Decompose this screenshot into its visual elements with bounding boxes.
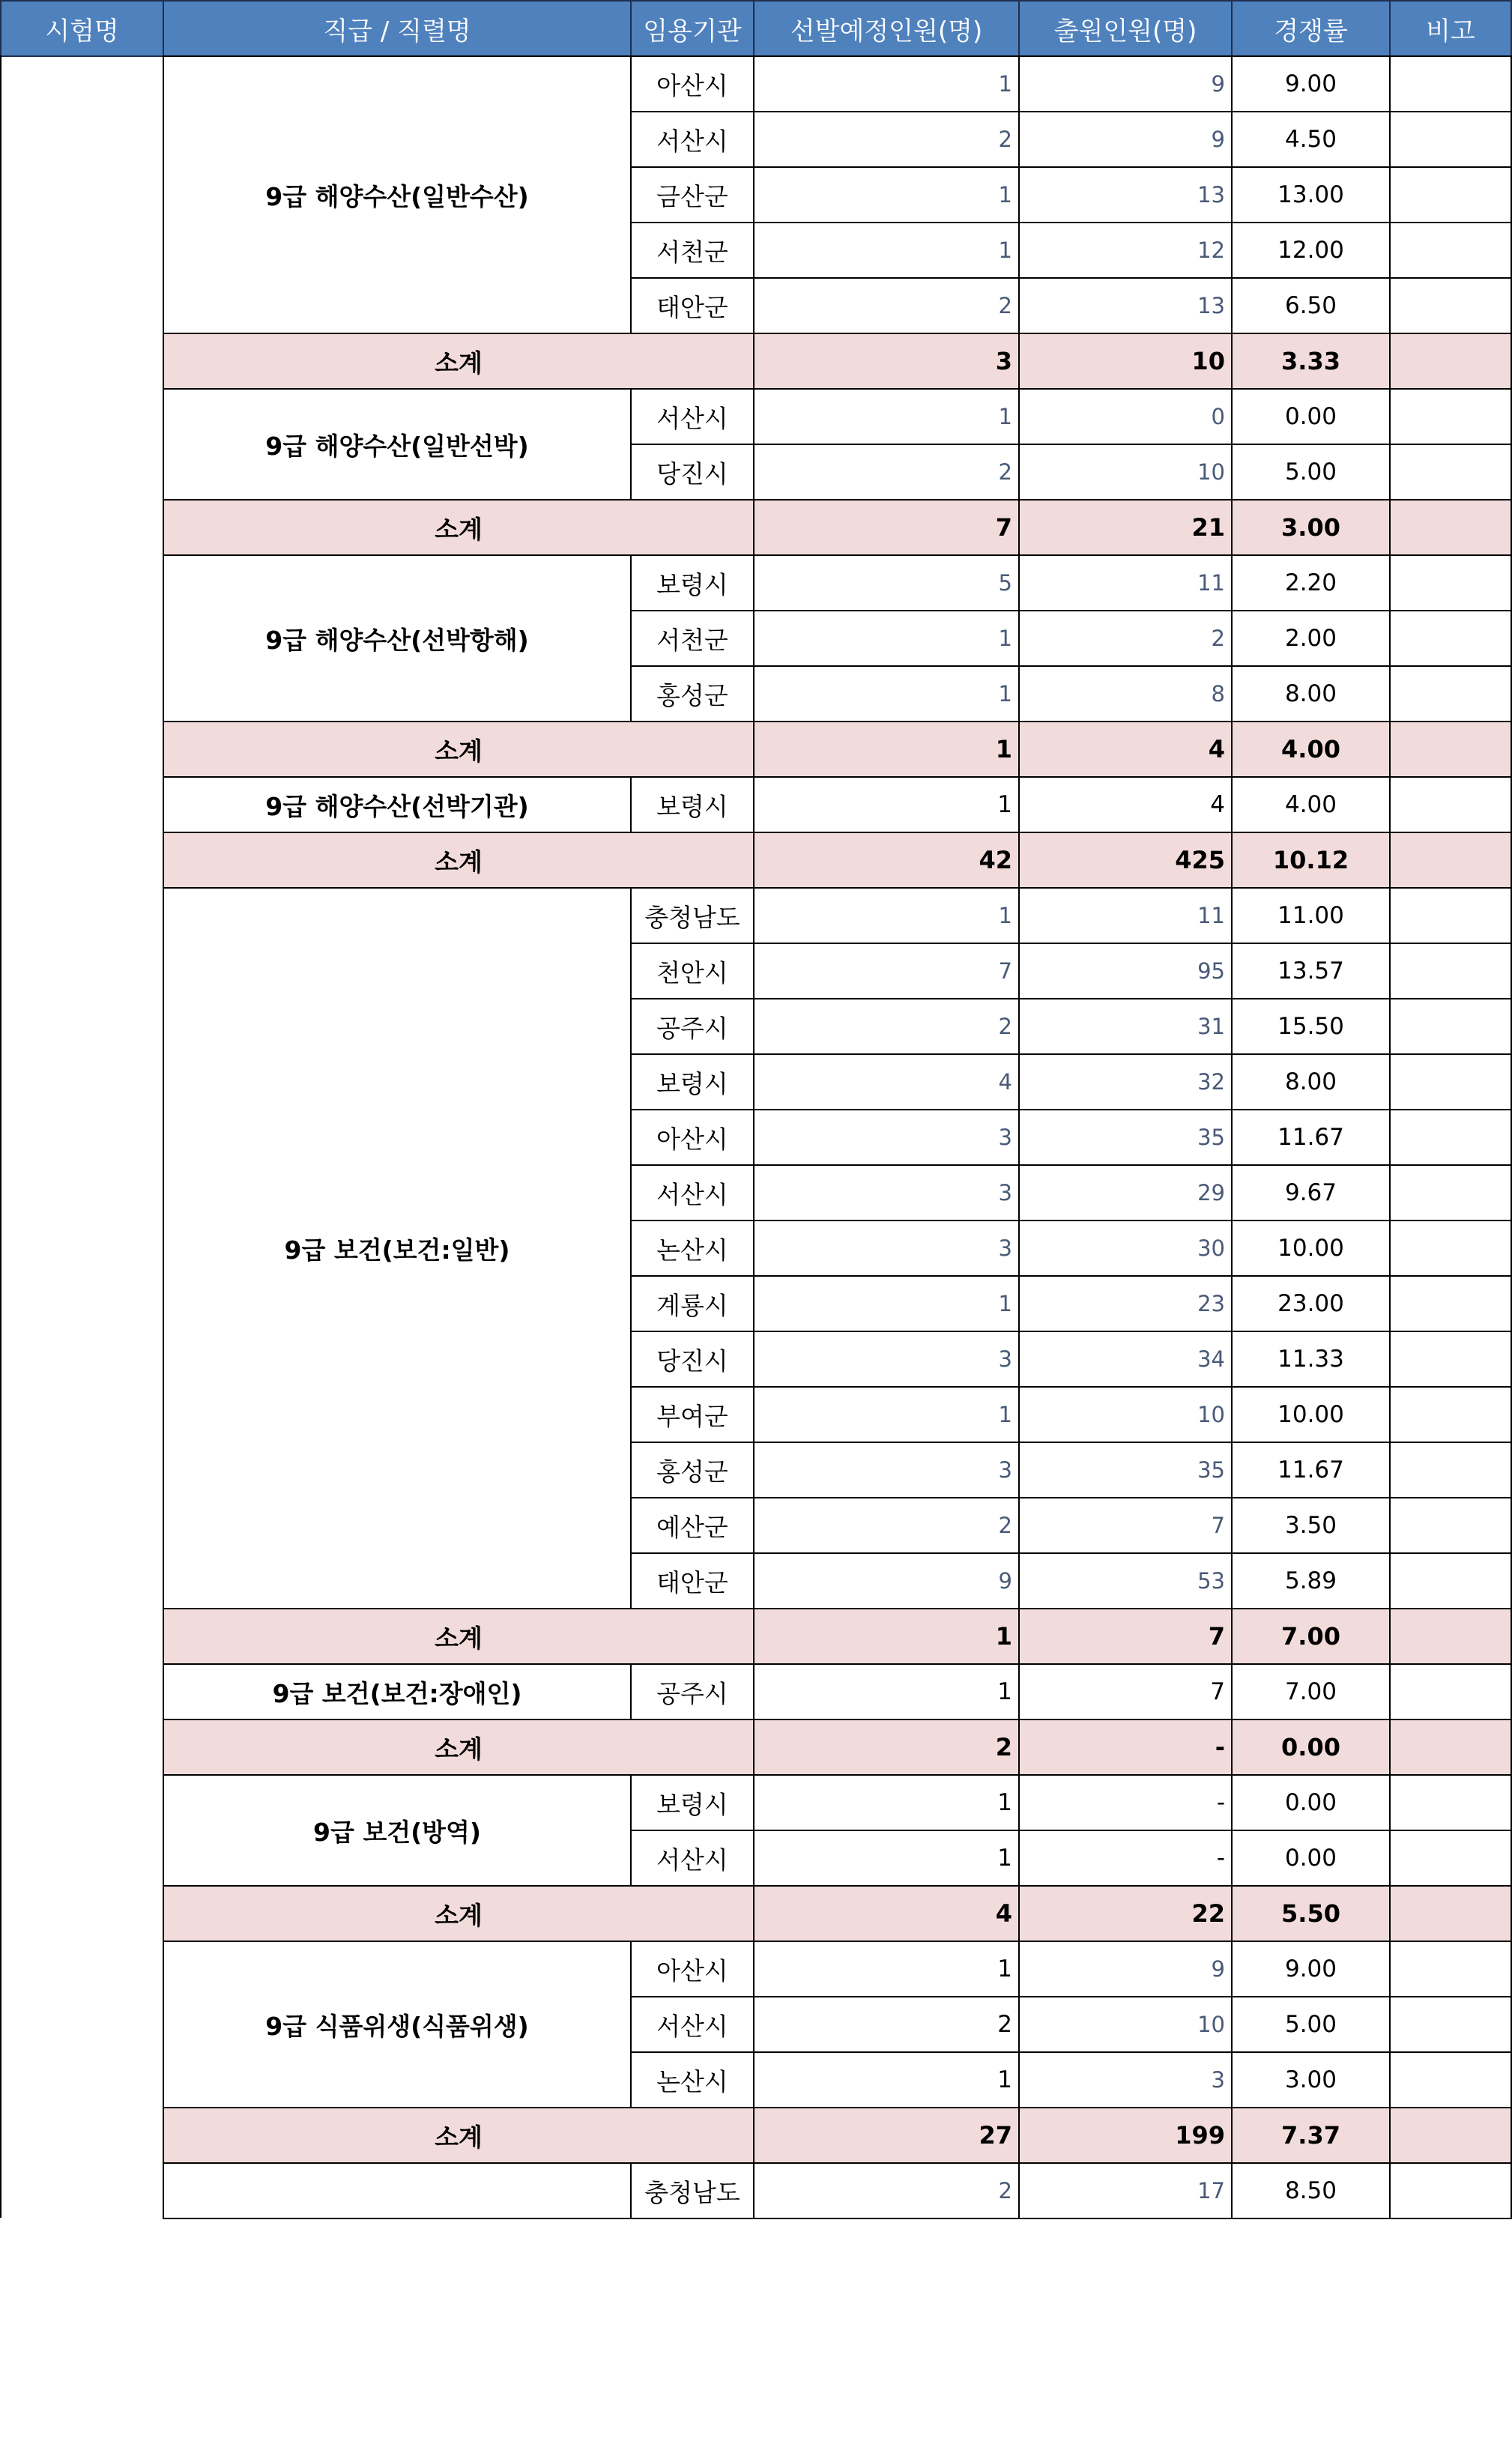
subtotal-planned: 2 [753,1719,1020,1776]
subtotal-label: 소계 [163,1608,755,1665]
applied-cell: 53 [1018,1552,1233,1609]
position-name: 9급 해양수산(일반선박) [163,388,632,500]
position-name: 9급 해양수산(일반수산) [163,55,632,334]
subtotal-note [1389,333,1512,390]
applied-cell: 32 [1018,1053,1233,1110]
org-cell: 아산시 [630,1941,755,1997]
subtotal-label: 소계 [163,1885,755,1942]
org-cell: 충청남도 [630,887,755,944]
planned-cell: 3 [753,1220,1020,1277]
subtotal-rate: 3.00 [1231,499,1391,556]
subtotal-label: 소계 [163,499,755,556]
org-cell: 홍성군 [630,665,755,722]
org-cell: 아산시 [630,1109,755,1166]
rate-cell: 11.67 [1231,1442,1391,1498]
applied-cell: 35 [1018,1109,1233,1166]
header-org: 임용기관 [630,0,755,57]
rate-cell: 5.00 [1231,444,1391,500]
applied-cell: 13 [1018,277,1233,334]
applied-cell: 8 [1018,665,1233,722]
org-cell: 공주시 [630,998,755,1055]
subtotal-planned: 7 [753,499,1020,556]
subtotal-label: 소계 [163,2107,755,2164]
applied-cell: 23 [1018,1275,1233,1332]
rate-cell: 8.00 [1231,1053,1391,1110]
rate-cell: 5.89 [1231,1552,1391,1609]
header-applied: 출원인원(명) [1018,0,1233,57]
rate-cell: 8.00 [1231,665,1391,722]
applied-cell: - [1018,1830,1233,1887]
planned-cell: 3 [753,1164,1020,1221]
subtotal-note [1389,832,1512,889]
subtotal-planned: 3 [753,333,1020,390]
position-name [163,2162,632,2219]
rate-cell: 2.20 [1231,554,1391,611]
note-cell [1389,943,1512,999]
subtotal-applied: - [1018,1719,1233,1776]
note-cell [1389,1552,1512,1609]
planned-cell: 1 [753,166,1020,223]
rate-cell: 12.00 [1231,222,1391,279]
note-cell [1389,1164,1512,1221]
planned-cell: 1 [753,222,1020,279]
subtotal-applied: 10 [1018,333,1233,390]
subtotal-rate: 7.00 [1231,1608,1391,1665]
note-cell [1389,388,1512,445]
rate-cell: 9.00 [1231,1941,1391,1997]
rate-cell: 0.00 [1231,1774,1391,1831]
note-cell [1389,1331,1512,1388]
planned-cell: 3 [753,1442,1020,1498]
position-name: 9급 해양수산(선박항해) [163,554,632,722]
exam-name-column [0,55,164,2218]
rate-cell: 11.33 [1231,1331,1391,1388]
note-cell [1389,1663,1512,1720]
applied-cell: 34 [1018,1331,1233,1388]
org-cell: 서산시 [630,388,755,445]
org-cell: 홍성군 [630,1442,755,1498]
subtotal-planned: 27 [753,2107,1020,2164]
rate-cell: 4.00 [1231,776,1391,833]
planned-cell: 1 [753,776,1020,833]
applied-cell: 31 [1018,998,1233,1055]
note-cell [1389,1386,1512,1443]
note-cell [1389,111,1512,168]
rate-cell: 11.00 [1231,887,1391,944]
subtotal-note [1389,1608,1512,1665]
subtotal-applied: 199 [1018,2107,1233,2164]
applied-cell: 7 [1018,1663,1233,1720]
rate-cell: 0.00 [1231,1830,1391,1887]
subtotal-planned: 1 [753,721,1020,778]
rate-cell: 3.00 [1231,2051,1391,2108]
org-cell: 공주시 [630,1663,755,1720]
subtotal-label: 소계 [163,721,755,778]
org-cell: 금산군 [630,166,755,223]
applied-cell: 7 [1018,1497,1233,1554]
subtotal-note [1389,1719,1512,1776]
note-cell [1389,998,1512,1055]
note-cell [1389,1442,1512,1498]
subtotal-applied: 22 [1018,1885,1233,1942]
org-cell: 태안군 [630,1552,755,1609]
applied-cell: 11 [1018,554,1233,611]
applied-cell: 9 [1018,55,1233,112]
subtotal-label: 소계 [163,333,755,390]
note-cell [1389,277,1512,334]
applied-cell: 4 [1018,776,1233,833]
subtotal-applied: 4 [1018,721,1233,778]
planned-cell: 1 [753,388,1020,445]
rate-cell: 6.50 [1231,277,1391,334]
applied-cell: 9 [1018,1941,1233,1997]
planned-cell: 3 [753,1109,1020,1166]
org-cell: 보령시 [630,776,755,833]
header-exam: 시험명 [0,0,164,57]
org-cell: 보령시 [630,1774,755,1831]
note-cell [1389,1109,1512,1166]
rate-cell: 15.50 [1231,998,1391,1055]
rate-cell: 5.00 [1231,1996,1391,2053]
header-note: 비고 [1389,0,1512,57]
note-cell [1389,1941,1512,1997]
subtotal-rate: 0.00 [1231,1719,1391,1776]
rate-cell: 0.00 [1231,388,1391,445]
position-name: 9급 보건(보건:일반) [163,887,632,1609]
org-cell: 부여군 [630,1386,755,1443]
applied-cell: 13 [1018,166,1233,223]
applied-cell: 35 [1018,1442,1233,1498]
subtotal-label: 소계 [163,832,755,889]
planned-cell: 1 [753,665,1020,722]
subtotal-rate: 3.33 [1231,333,1391,390]
subtotal-applied: 7 [1018,1608,1233,1665]
org-cell: 서산시 [630,1996,755,2053]
planned-cell: 1 [753,1941,1020,1997]
planned-cell: 5 [753,554,1020,611]
applied-cell: 10 [1018,1386,1233,1443]
planned-cell: 3 [753,1331,1020,1388]
note-cell [1389,1275,1512,1332]
applied-cell: 29 [1018,1164,1233,1221]
subtotal-planned: 4 [753,1885,1020,1942]
subtotal-rate: 7.37 [1231,2107,1391,2164]
note-cell [1389,1830,1512,1887]
rate-cell: 9.67 [1231,1164,1391,1221]
note-cell [1389,444,1512,500]
org-cell: 태안군 [630,277,755,334]
rate-cell: 9.00 [1231,55,1391,112]
org-cell: 서산시 [630,1164,755,1221]
rate-cell: 7.00 [1231,1663,1391,1720]
org-cell: 아산시 [630,55,755,112]
planned-cell: 1 [753,610,1020,667]
note-cell [1389,1053,1512,1110]
applied-cell: - [1018,1774,1233,1831]
applied-cell: 3 [1018,2051,1233,2108]
note-cell [1389,2162,1512,2219]
note-cell [1389,1774,1512,1831]
applied-cell: 10 [1018,444,1233,500]
planned-cell: 2 [753,2162,1020,2219]
subtotal-rate: 5.50 [1231,1885,1391,1942]
planned-cell: 1 [753,1386,1020,1443]
planned-cell: 9 [753,1552,1020,1609]
org-cell: 보령시 [630,554,755,611]
applied-cell: 9 [1018,111,1233,168]
position-name: 9급 보건(보건:장애인) [163,1663,632,1720]
planned-cell: 1 [753,887,1020,944]
planned-cell: 1 [753,1663,1020,1720]
applied-cell: 17 [1018,2162,1233,2219]
org-cell: 천안시 [630,943,755,999]
note-cell [1389,776,1512,833]
position-name: 9급 해양수산(선박기관) [163,776,632,833]
applied-cell: 10 [1018,1996,1233,2053]
note-cell [1389,2051,1512,2108]
rate-cell: 23.00 [1231,1275,1391,1332]
rate-cell: 11.67 [1231,1109,1391,1166]
subtotal-note [1389,721,1512,778]
position-name: 9급 식품위생(식품위생) [163,1941,632,2108]
applied-cell: 30 [1018,1220,1233,1277]
rate-cell: 10.00 [1231,1220,1391,1277]
subtotal-rate: 10.12 [1231,832,1391,889]
planned-cell: 1 [753,1830,1020,1887]
planned-cell: 7 [753,943,1020,999]
org-cell: 예산군 [630,1497,755,1554]
subtotal-planned: 1 [753,1608,1020,1665]
note-cell [1389,55,1512,112]
subtotal-note [1389,499,1512,556]
org-cell: 당진시 [630,1331,755,1388]
planned-cell: 1 [753,1275,1020,1332]
rate-cell: 13.57 [1231,943,1391,999]
applied-cell: 11 [1018,887,1233,944]
org-cell: 서천군 [630,222,755,279]
rate-cell: 10.00 [1231,1386,1391,1443]
note-cell [1389,1220,1512,1277]
subtotal-rate: 4.00 [1231,721,1391,778]
org-cell: 계룡시 [630,1275,755,1332]
planned-cell: 2 [753,1996,1020,2053]
note-cell [1389,887,1512,944]
position-name: 9급 보건(방역) [163,1774,632,1887]
subtotal-note [1389,2107,1512,2164]
applied-cell: 12 [1018,222,1233,279]
planned-cell: 4 [753,1053,1020,1110]
note-cell [1389,554,1512,611]
note-cell [1389,1497,1512,1554]
org-cell: 당진시 [630,444,755,500]
planned-cell: 2 [753,277,1020,334]
planned-cell: 2 [753,998,1020,1055]
subtotal-applied: 21 [1018,499,1233,556]
org-cell: 충청남도 [630,2162,755,2219]
planned-cell: 1 [753,55,1020,112]
subtotal-label: 소계 [163,1719,755,1776]
rate-cell: 8.50 [1231,2162,1391,2219]
note-cell [1389,166,1512,223]
applied-cell: 95 [1018,943,1233,999]
rate-cell: 2.00 [1231,610,1391,667]
org-cell: 서산시 [630,111,755,168]
applied-cell: 0 [1018,388,1233,445]
org-cell: 서천군 [630,610,755,667]
rate-cell: 3.50 [1231,1497,1391,1554]
header-planned: 선발예정인원(명) [753,0,1020,57]
note-cell [1389,665,1512,722]
planned-cell: 2 [753,444,1020,500]
planned-cell: 2 [753,111,1020,168]
planned-cell: 2 [753,1497,1020,1554]
header-position: 직급 / 직렬명 [163,0,632,57]
note-cell [1389,222,1512,279]
header-rate: 경쟁률 [1231,0,1391,57]
subtotal-note [1389,1885,1512,1942]
org-cell: 논산시 [630,2051,755,2108]
applied-cell: 2 [1018,610,1233,667]
org-cell: 보령시 [630,1053,755,1110]
subtotal-planned: 42 [753,832,1020,889]
subtotal-applied: 425 [1018,832,1233,889]
org-cell: 논산시 [630,1220,755,1277]
planned-cell: 1 [753,1774,1020,1831]
rate-cell: 13.00 [1231,166,1391,223]
rate-cell: 4.50 [1231,111,1391,168]
planned-cell: 1 [753,2051,1020,2108]
note-cell [1389,1996,1512,2053]
org-cell: 서산시 [630,1830,755,1887]
note-cell [1389,610,1512,667]
